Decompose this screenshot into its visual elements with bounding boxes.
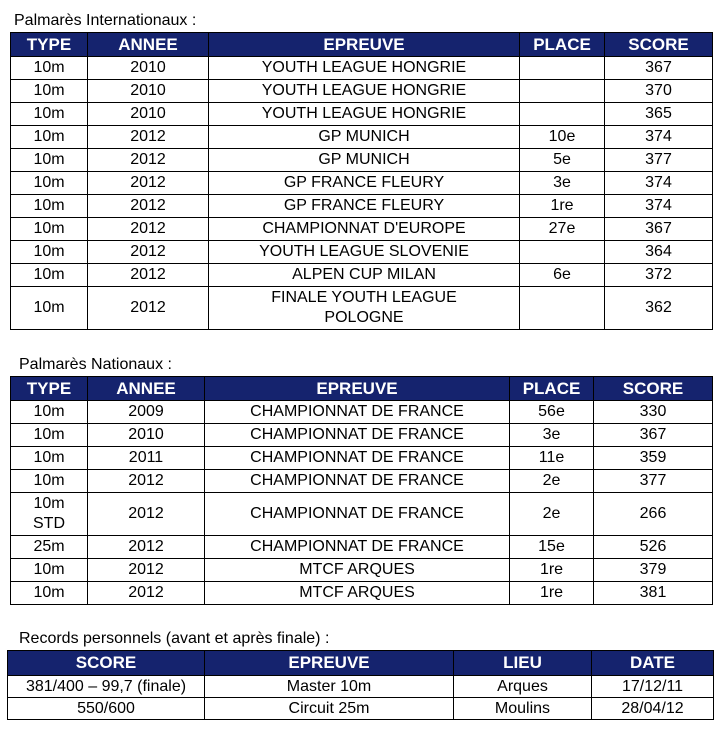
column-header-score: SCORE — [594, 377, 713, 401]
column-header-place: PLACE — [510, 377, 594, 401]
cell-annee: 2010 — [88, 80, 209, 103]
cell-place: 11e — [510, 447, 594, 470]
table-row — [11, 126, 713, 149]
cell-place: 3e — [520, 172, 605, 195]
records-caption: Records personnels (avant et après finale) : — [19, 630, 330, 647]
cell-lieu: Moulins — [454, 698, 592, 720]
cell-type: 10m — [11, 582, 88, 605]
international-caption: Palmarès Internationaux : — [14, 12, 197, 29]
cell-type: 10m — [11, 287, 88, 330]
cell-epreuve: GP FRANCE FLEURY — [209, 172, 520, 195]
cell-place: 1re — [510, 559, 594, 582]
cell-annee: 2012 — [88, 126, 209, 149]
cell-place: 2e — [510, 470, 594, 493]
table-row — [11, 103, 713, 126]
cell-annee: 2012 — [88, 149, 209, 172]
cell-date: 28/04/12 — [592, 698, 714, 720]
cell-date: 17/12/11 — [592, 676, 714, 698]
cell-place: 56e — [510, 401, 594, 424]
cell-epreuve: GP MUNICH — [209, 126, 520, 149]
table-row — [11, 536, 713, 559]
table-row — [11, 241, 713, 264]
cell-score: 381/400 – 99,7 (finale) — [8, 676, 205, 698]
column-header-epreuve: EPREUVE — [205, 377, 510, 401]
cell-place: 1re — [510, 582, 594, 605]
column-header-annee: ANNEE — [88, 33, 209, 57]
column-header-type: TYPE — [11, 377, 88, 401]
cell-place: 1re — [520, 195, 605, 218]
cell-score: 377 — [594, 470, 713, 493]
table-row — [11, 401, 713, 424]
cell-annee: 2012 — [88, 241, 209, 264]
cell-place — [520, 287, 605, 330]
cell-type: 10m — [11, 126, 88, 149]
cell-annee: 2010 — [88, 424, 205, 447]
cell-score: 374 — [605, 126, 713, 149]
cell-score: 374 — [605, 195, 713, 218]
table-row — [11, 218, 713, 241]
cell-score: 381 — [594, 582, 713, 605]
cell-epreuve: YOUTH LEAGUE HONGRIE — [209, 103, 520, 126]
cell-score: 372 — [605, 264, 713, 287]
cell-type: 10m — [11, 57, 88, 80]
cell-score: 266 — [594, 493, 713, 536]
cell-score: 359 — [594, 447, 713, 470]
cell-epreuve: MTCF ARQUES — [205, 559, 510, 582]
cell-annee: 2012 — [88, 582, 205, 605]
column-header-score: SCORE — [8, 651, 205, 676]
table-row — [11, 80, 713, 103]
cell-type: 25m — [11, 536, 88, 559]
table-row — [11, 559, 713, 582]
cell-epreuve: FINALE YOUTH LEAGUE POLOGNE — [209, 287, 520, 330]
cell-epreuve: ALPEN CUP MILAN — [209, 264, 520, 287]
cell-place: 15e — [510, 536, 594, 559]
table-row — [11, 287, 713, 330]
cell-place: 3e — [510, 424, 594, 447]
cell-type: 10m — [11, 218, 88, 241]
national-table — [10, 376, 713, 605]
cell-type: 10m — [11, 424, 88, 447]
cell-type: 10m — [11, 559, 88, 582]
column-header-date: DATE — [592, 651, 714, 676]
cell-score: 370 — [605, 80, 713, 103]
cell-type: 10m STD — [11, 493, 88, 536]
table-row — [11, 195, 713, 218]
column-header-epreuve: EPREUVE — [209, 33, 520, 57]
cell-score: 377 — [605, 149, 713, 172]
cell-type: 10m — [11, 195, 88, 218]
cell-score: 330 — [594, 401, 713, 424]
column-header-annee: ANNEE — [88, 377, 205, 401]
cell-type: 10m — [11, 264, 88, 287]
cell-annee: 2012 — [88, 493, 205, 536]
cell-type: 10m — [11, 401, 88, 424]
table-header-row — [11, 33, 713, 57]
cell-score: 379 — [594, 559, 713, 582]
cell-annee: 2012 — [88, 559, 205, 582]
cell-place — [520, 241, 605, 264]
cell-annee: 2010 — [88, 57, 209, 80]
cell-type: 10m — [11, 80, 88, 103]
cell-epreuve: Master 10m — [205, 676, 454, 698]
table-row — [8, 676, 714, 698]
column-header-lieu: LIEU — [454, 651, 592, 676]
cell-place: 2e — [510, 493, 594, 536]
table-row — [11, 172, 713, 195]
table-row — [11, 264, 713, 287]
cell-place — [520, 57, 605, 80]
cell-annee: 2012 — [88, 470, 205, 493]
cell-annee: 2012 — [88, 287, 209, 330]
cell-annee: 2012 — [88, 218, 209, 241]
column-header-type: TYPE — [11, 33, 88, 57]
cell-score: 374 — [605, 172, 713, 195]
cell-epreuve: CHAMPIONNAT DE FRANCE — [205, 493, 510, 536]
cell-annee: 2010 — [88, 103, 209, 126]
table-header-row — [8, 651, 714, 676]
cell-type: 10m — [11, 470, 88, 493]
cell-epreuve: CHAMPIONNAT D'EUROPE — [209, 218, 520, 241]
cell-score: 526 — [594, 536, 713, 559]
table-header-row — [11, 377, 713, 401]
table-row — [11, 493, 713, 536]
records-table — [7, 650, 714, 720]
table-row — [11, 424, 713, 447]
cell-annee: 2011 — [88, 447, 205, 470]
cell-annee: 2012 — [88, 536, 205, 559]
cell-place — [520, 80, 605, 103]
table-row — [11, 57, 713, 80]
cell-lieu: Arques — [454, 676, 592, 698]
cell-score: 365 — [605, 103, 713, 126]
cell-type: 10m — [11, 149, 88, 172]
column-header-score: SCORE — [605, 33, 713, 57]
cell-annee: 2009 — [88, 401, 205, 424]
cell-annee: 2012 — [88, 195, 209, 218]
cell-score: 364 — [605, 241, 713, 264]
cell-epreuve: YOUTH LEAGUE HONGRIE — [209, 80, 520, 103]
cell-annee: 2012 — [88, 172, 209, 195]
cell-place: 5e — [520, 149, 605, 172]
cell-score: 362 — [605, 287, 713, 330]
cell-epreuve: YOUTH LEAGUE HONGRIE — [209, 57, 520, 80]
cell-score: 367 — [605, 218, 713, 241]
cell-score: 367 — [594, 424, 713, 447]
column-header-epreuve: EPREUVE — [205, 651, 454, 676]
cell-place — [520, 103, 605, 126]
column-header-place: PLACE — [520, 33, 605, 57]
table-row — [11, 470, 713, 493]
table-row — [11, 582, 713, 605]
cell-place: 27e — [520, 218, 605, 241]
cell-epreuve: MTCF ARQUES — [205, 582, 510, 605]
national-caption: Palmarès Nationaux : — [19, 356, 172, 373]
international-table — [10, 32, 713, 330]
cell-score: 550/600 — [8, 698, 205, 720]
cell-epreuve: CHAMPIONNAT DE FRANCE — [205, 470, 510, 493]
cell-type: 10m — [11, 103, 88, 126]
cell-type: 10m — [11, 241, 88, 264]
cell-epreuve: CHAMPIONNAT DE FRANCE — [205, 401, 510, 424]
cell-epreuve: CHAMPIONNAT DE FRANCE — [205, 536, 510, 559]
cell-epreuve: GP FRANCE FLEURY — [209, 195, 520, 218]
cell-score: 367 — [605, 57, 713, 80]
cell-epreuve: YOUTH LEAGUE SLOVENIE — [209, 241, 520, 264]
cell-place: 6e — [520, 264, 605, 287]
cell-epreuve: Circuit 25m — [205, 698, 454, 720]
cell-type: 10m — [11, 447, 88, 470]
cell-epreuve: CHAMPIONNAT DE FRANCE — [205, 447, 510, 470]
cell-annee: 2012 — [88, 264, 209, 287]
cell-epreuve: CHAMPIONNAT DE FRANCE — [205, 424, 510, 447]
table-row — [8, 698, 714, 720]
table-row — [11, 149, 713, 172]
cell-place: 10e — [520, 126, 605, 149]
cell-epreuve: GP MUNICH — [209, 149, 520, 172]
cell-type: 10m — [11, 172, 88, 195]
table-row — [11, 447, 713, 470]
